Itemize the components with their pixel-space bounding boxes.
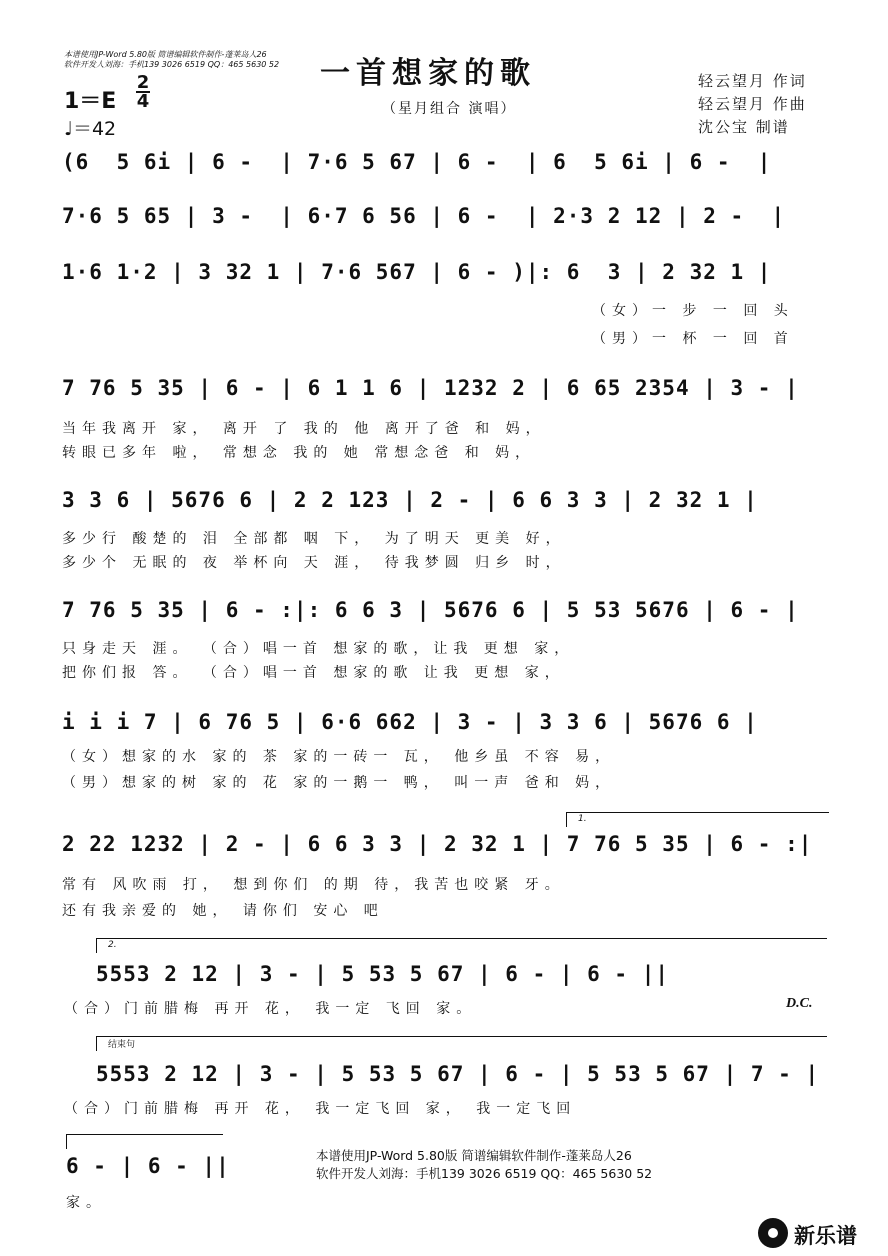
score-line-2: 7·6 5 65 | 3 - | 6·7 6 56 | 6 - | 2·3 2 12 | 2 - | bbox=[62, 204, 786, 228]
lyric-line-6a: 只身走天 涯。 （合）唱一首 想家的歌，让我 更想 家， bbox=[62, 641, 575, 657]
lyric-line-7a: （女）想家的水 家的 茶 家的一砖一 瓦， 他乡虽 不容 易， bbox=[62, 749, 616, 765]
performer-subtitle: （星月组合 演唱） bbox=[382, 101, 517, 117]
lyric-line-10a: （合）门前腊梅 再开 花， 我一定飞回 家， 我一定飞回 bbox=[64, 1101, 577, 1117]
lyric-line-8a: 常有 风吹雨 打， 想到你们 的期 待，我苦也咬紧 牙。 bbox=[62, 877, 565, 893]
score-line-7: i i i 7 | 6 76 5 | 6·6 662 | 3 - | 3 3 6 | 5676 6 | bbox=[62, 710, 758, 734]
lyric-line-5a: 多少行 酸楚的 泪 全部都 咽 下， 为了明天 更美 好， bbox=[62, 531, 566, 547]
software-credit-line-1: 本谱使用JP-Word 5.80版 简谱编辑软件制作-蓬莱岛人26 bbox=[64, 50, 267, 59]
coda-bracket bbox=[96, 1036, 827, 1051]
coda-label: 结束句 bbox=[108, 1040, 136, 1050]
final-tie-bracket bbox=[66, 1134, 223, 1149]
software-credit-line-2: 软件开发人刘海：手机139 3026 6519 QQ：465 5630 52 bbox=[64, 60, 280, 69]
vinyl-record-icon bbox=[758, 1218, 788, 1248]
footer-line-2: 软件开发人刘海：手机139 3026 6519 QQ：465 5630 52 bbox=[316, 1166, 653, 1181]
first-ending-label: 1. bbox=[578, 814, 587, 824]
footer-line-1: 本谱使用JP-Word 5.80版 简谱编辑软件制作-蓬莱岛人26 bbox=[316, 1148, 632, 1163]
score-line-1: (6 5 6i | 6 - | 7·6 5 67 | 6 - | 6 5 6i | 6 - | bbox=[62, 150, 772, 174]
lyric-line-11a: 家。 bbox=[66, 1195, 106, 1211]
score-line-5: 3 3 6 | 5676 6 | 2 2 123 | 2 - | 6 6 3 3 | 2 32 1 | bbox=[62, 488, 758, 512]
score-line-4: 7 76 5 35 | 6 - | 6 1 1 6 | 1232 2 | 6 65 2354 | 3 - | bbox=[62, 376, 799, 400]
lyric-line-7b: （男）想家的树 家的 花 家的一鹅一 鸭， 叫一声 爸和 妈， bbox=[62, 775, 616, 791]
second-ending-bracket bbox=[96, 938, 827, 953]
lyric-line-5b: 多少个 无眠的 夜 举杯向 天 涯， 待我梦圆 归乡 时， bbox=[62, 555, 566, 571]
lyric-line-4b: 转眼已多年 啦， 常想念 我的 她 常想念爸 和 妈， bbox=[62, 445, 536, 461]
score-line-3: 1·6 1·2 | 3 32 1 | 7·6 567 | 6 - )|: 6 3 | 2 32 1 | bbox=[62, 260, 772, 284]
time-signature-top: 2 bbox=[136, 72, 150, 93]
first-ending-bracket bbox=[566, 812, 829, 827]
author-credits bbox=[698, 70, 807, 139]
time-signature bbox=[136, 74, 150, 110]
lyricist: 轻云望月 作词 bbox=[698, 72, 807, 90]
key-signature: 1＝E bbox=[64, 89, 117, 114]
lyric-line-6b: 把你们报 答。 （合）唱一首 想家的歌 让我 更想 家， bbox=[62, 665, 565, 681]
lyric-line-9a: （合）门前腊梅 再开 花， 我一定 飞回 家。 bbox=[64, 1001, 477, 1017]
lyric-line-4a: 当年我离开 家， 离开 了 我的 他 离开了爸 和 妈， bbox=[62, 421, 546, 437]
time-signature-bottom: 4 bbox=[136, 91, 150, 112]
score-line-10: 5553 2 12 | 3 - | 5 53 5 67 | 6 - | 5 53 5 67 | 7 - | bbox=[96, 1062, 820, 1086]
lyric-line-3b: （男）一 杯 一 回 首 bbox=[592, 331, 794, 347]
da-capo-marking: D.C. bbox=[786, 996, 813, 1011]
tempo-marking: ♩＝42 bbox=[64, 118, 117, 140]
arranger: 沈公宝 制谱 bbox=[698, 118, 790, 136]
logo-text: 新乐谱 bbox=[794, 1224, 857, 1248]
score-line-6: 7 76 5 35 | 6 - :|: 6 6 3 | 5676 6 | 5 53 5676 | 6 - | bbox=[62, 598, 799, 622]
lyric-line-3a: （女）一 步 一 回 头 bbox=[592, 303, 794, 319]
score-line-9: 5553 2 12 | 3 - | 5 53 5 67 | 6 - | 6 - || bbox=[96, 962, 670, 986]
composer: 轻云望月 作曲 bbox=[698, 95, 807, 113]
site-logo[interactable] bbox=[758, 1218, 880, 1250]
footer-credit bbox=[316, 1147, 652, 1183]
software-credit bbox=[64, 50, 279, 70]
score-line-11: 6 - | 6 - || bbox=[66, 1154, 230, 1178]
lyric-line-8b: 还有我亲爱的 她， 请你们 安心 吧 bbox=[62, 903, 384, 919]
score-line-8: 2 22 1232 | 2 - | 6 6 3 3 | 2 32 1 | 7 76 5 35 | 6 - :| bbox=[62, 832, 813, 856]
second-ending-label: 2. bbox=[108, 940, 117, 950]
page-title: 一首想家的歌 bbox=[320, 56, 536, 91]
